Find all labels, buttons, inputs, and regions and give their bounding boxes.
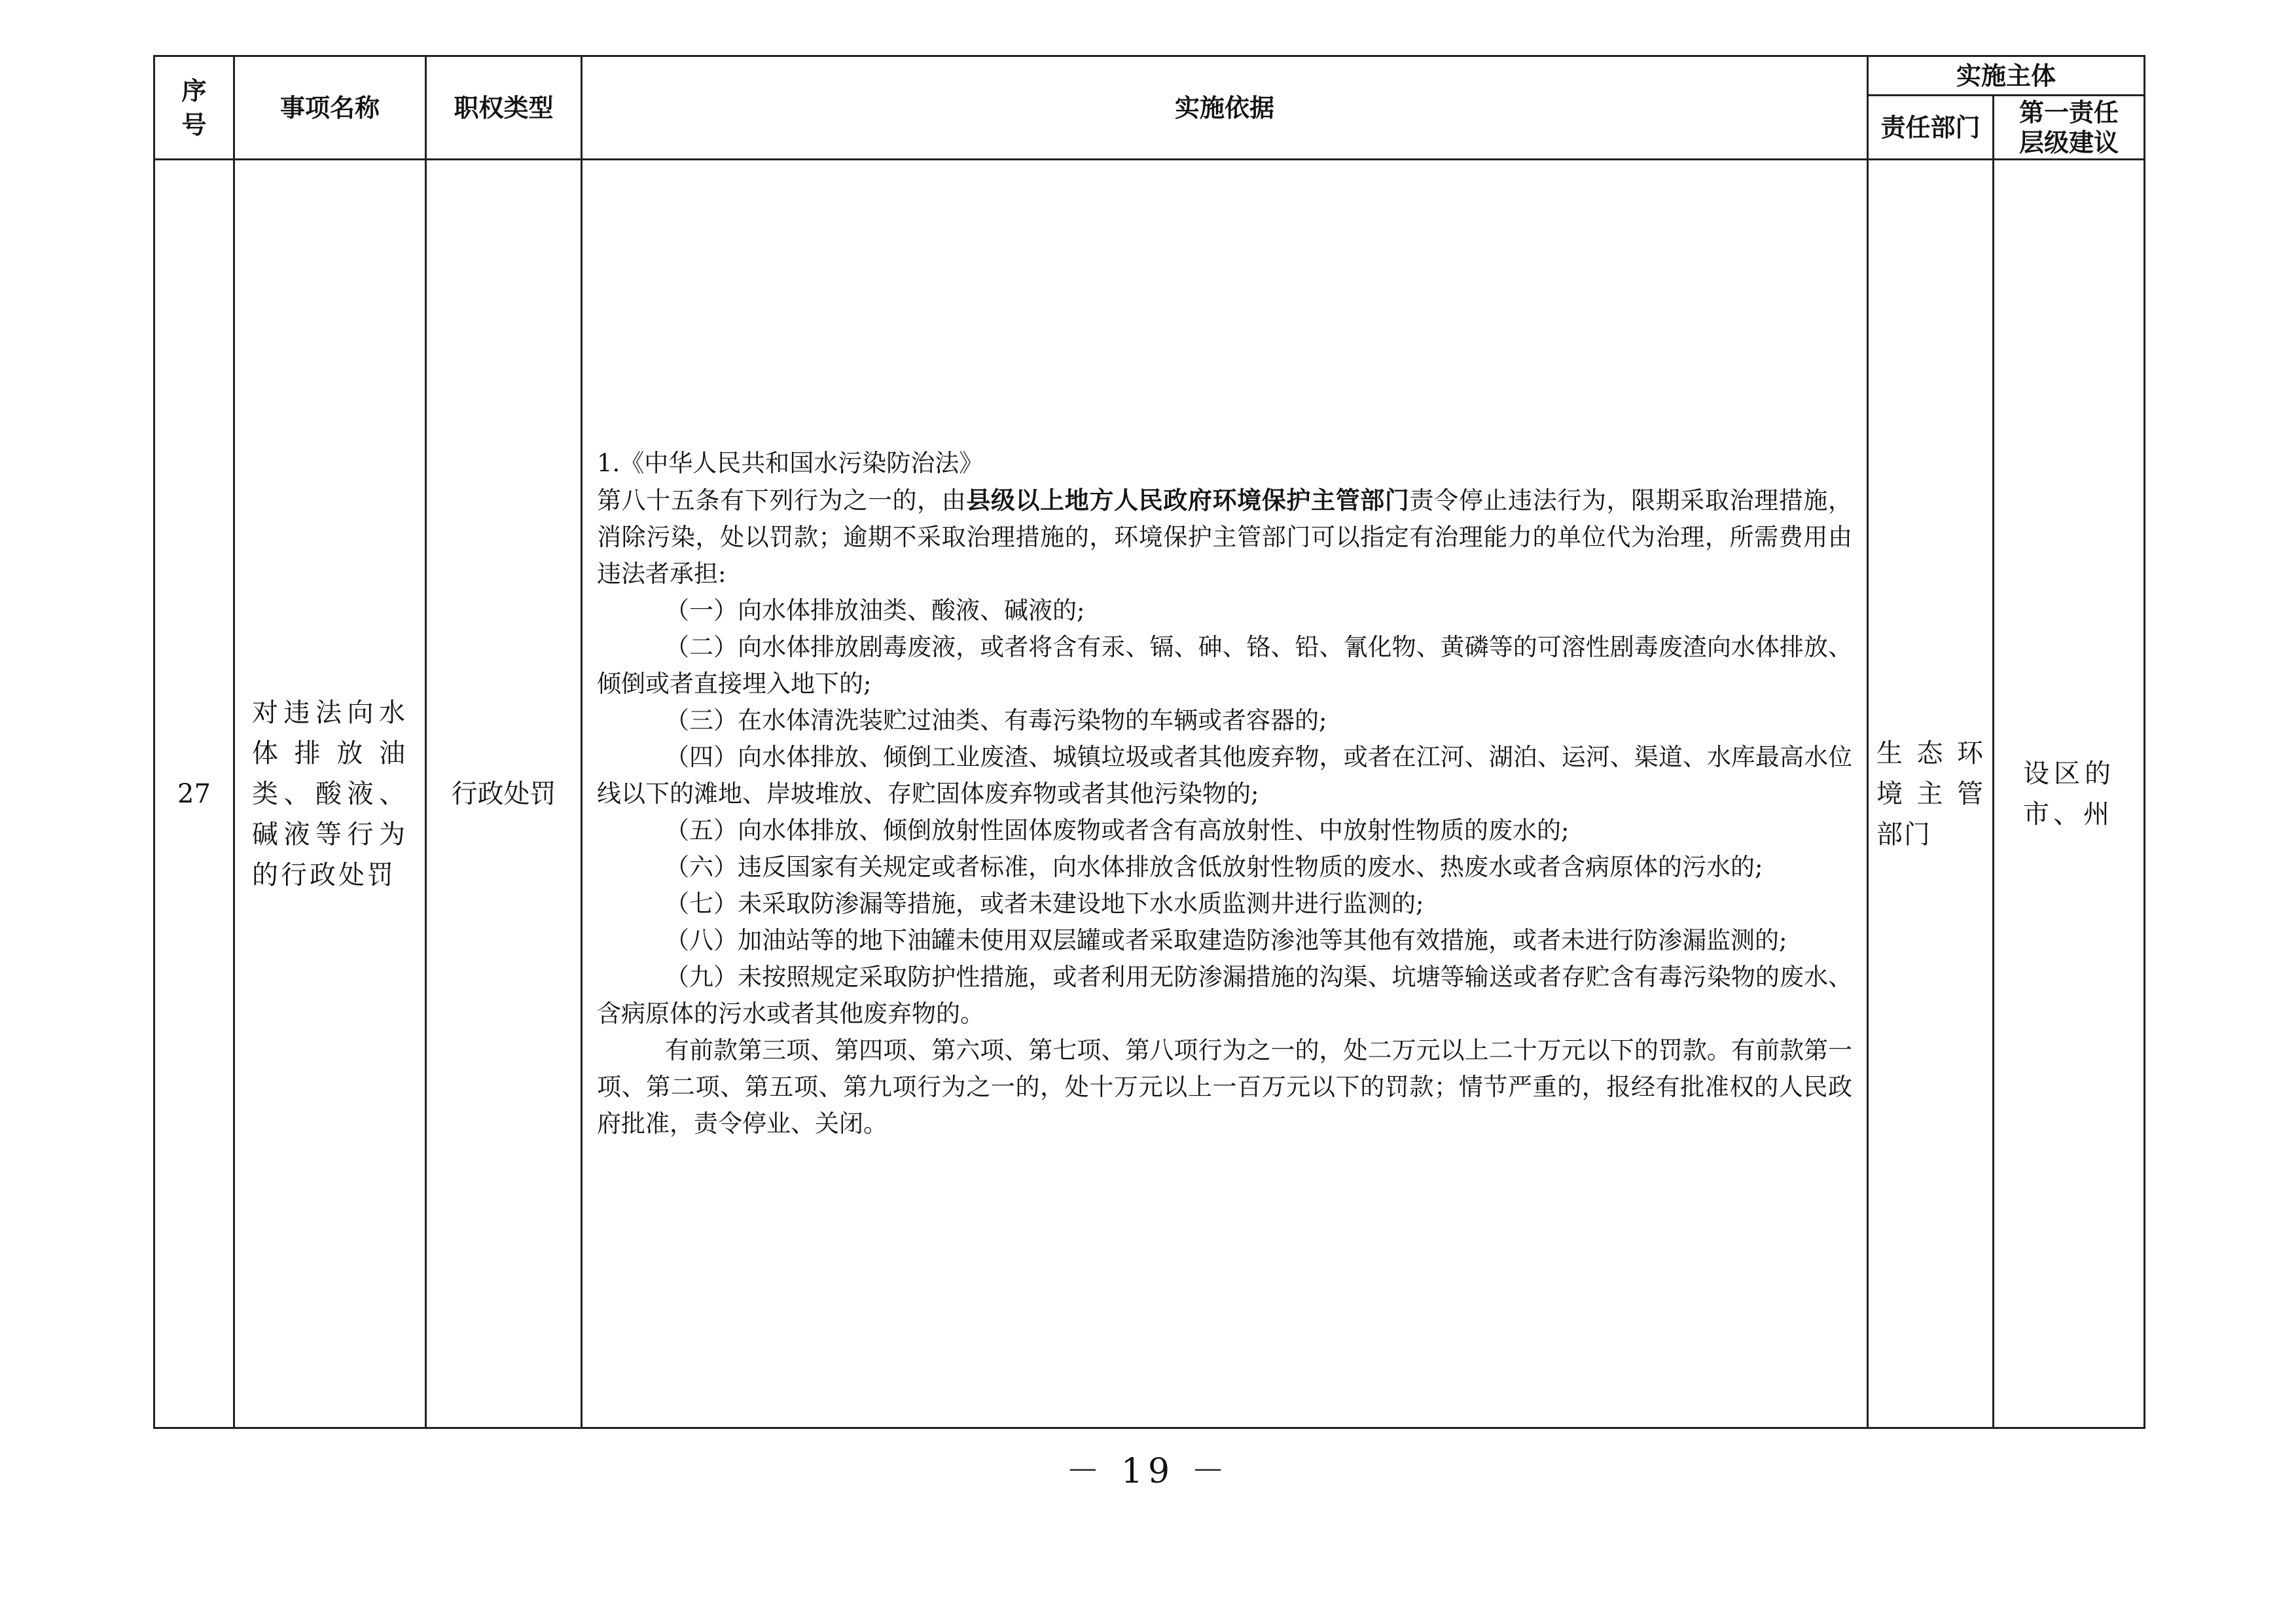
header-level: [1994, 96, 2145, 160]
row-level: 设区的市、州: [1994, 160, 2145, 1428]
header-level-label: 第一责任 层级建议: [2019, 97, 2119, 157]
row-dept: 生态环境主管部门: [1868, 160, 1994, 1428]
header-dept: [1868, 96, 1994, 160]
basis-article-suffix: 责令停止违法行为，限期采取治理措施，消除污染，处以罚款；逾期不采取治理措施的，环境保护主管部门可以指定有治理能力的单位代为治理，所需费用由违法者承担:: [597, 486, 1853, 588]
basis-item: （五）向水体排放、倾倒放射性固体废物或者含有高放射性、中放射性物质的废水的;: [665, 816, 1570, 844]
header-item-name-label: 事项名称: [279, 92, 380, 122]
header-seq: [154, 56, 234, 160]
basis-closing: 有前款第三项、第四项、第六项、第七项、第八项行为之一的，处二万元以上二十万元以下的罚款。有前款第一项、第二项、第五项、第九项行为之一的，处十万元以上一百万元以下的罚款；情节严重的，报经有批准权的人民政府批准，责令停业、关闭。: [597, 1036, 1852, 1138]
page-number: － 19 －: [1066, 1452, 1230, 1491]
header-seq-label: 序 号: [181, 75, 207, 139]
basis-item: （六）违反国家有关规定或者标准，向水体排放含低放射性物质的废水、热废水或者含病原体的污水的;: [665, 853, 1763, 881]
header-basis: [582, 56, 1868, 160]
header-item-name: [234, 56, 426, 160]
authority-table: [153, 55, 2145, 1429]
header-subject: [1868, 56, 2145, 96]
basis-item: （八）加油站等的地下油罐未使用双层罐或者采取建造防渗池等其他有效措施，或者未进行防渗漏监测的;: [665, 926, 1787, 954]
basis-item: （二）向水体排放剧毒废液，或者将含有汞、镉、砷、铬、铅、氰化物、黄磷等的可溶性剧毒废渣向水体排放、倾倒或者直接埋入地下的;: [597, 633, 1852, 698]
header-power-type: [426, 56, 582, 160]
basis-article: [597, 482, 1852, 592]
header-power-type-label: 职权类型: [454, 92, 554, 122]
basis-law-title: 1.《中华人民共和国水污染防治法》: [597, 449, 984, 477]
basis-article-prefix: 第八十五条有下列行为之一的，由: [597, 486, 967, 514]
header-subject-label: 实施主体: [1956, 60, 2056, 90]
basis-item: （四）向水体排放、倾倒工业废渣、城镇垃圾或者其他废弃物，或者在江河、湖泊、运河、渠道、水库最高水位线以下的滩地、岸坡堆放、存贮固体废弃物或者其他污染物的;: [597, 743, 1852, 808]
row-power-type: 行政处罚: [426, 160, 582, 1428]
row-seq: 27: [154, 160, 234, 1428]
basis-item: （七）未采取防渗漏等措施，或者未建设地下水水质监测井进行监测的;: [665, 890, 1424, 918]
basis-item: （三）在水体清洗装贮过油类、有毒污染物的车辆或者容器的;: [665, 706, 1327, 734]
header-dept-label: 责任部门: [1880, 112, 1981, 142]
row-basis: [582, 160, 1868, 1428]
row-item-name: 对违法向水体排放油类、酸液、碱液等行为的行政处罚: [234, 160, 426, 1428]
table-row: [154, 160, 2145, 1428]
basis-article-bold: 县级以上地方人民政府环境保护主管部门: [966, 486, 1410, 514]
basis-item: （一）向水体排放油类、酸液、碱液的;: [665, 596, 1085, 624]
header-basis-label: 实施依据: [1174, 92, 1274, 122]
basis-item: （九）未按照规定采取防护性措施，或者利用无防渗漏措施的沟渠、坑塘等输送或者存贮含有毒污染物的废水、含病原体的污水或者其他废弃物的。: [597, 963, 1852, 1028]
